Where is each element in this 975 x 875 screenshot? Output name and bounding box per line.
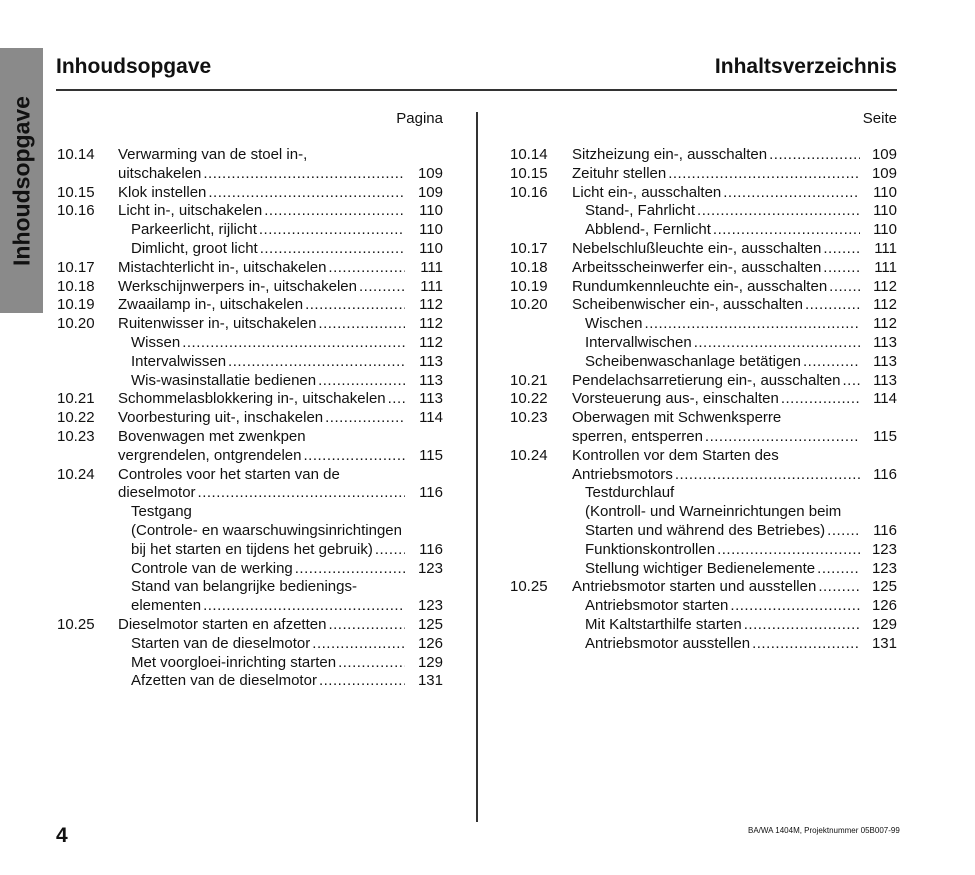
page-ref: 115 — [419, 446, 443, 464]
entry-title: Starten van de dieselmotor — [131, 634, 311, 652]
toc-entry[interactable] — [510, 240, 897, 259]
page-ref: 115 — [873, 427, 897, 445]
entry-title: Intervallwischen — [585, 333, 692, 351]
page-ref: 114 — [419, 409, 443, 427]
section-number: 10.24 — [57, 465, 95, 483]
page-ref: 113 — [873, 352, 897, 370]
toc-entry[interactable] — [57, 428, 443, 447]
entry-title: Parkeerlicht, rijlicht — [131, 221, 257, 239]
page-number: 4 — [56, 824, 68, 847]
toc-entry[interactable] — [510, 466, 897, 485]
page-ref: 113 — [873, 371, 897, 389]
page-ref: 110 — [873, 202, 897, 220]
dot-leader — [668, 165, 860, 184]
toc-entry[interactable] — [510, 597, 897, 616]
page-ref: 116 — [419, 484, 443, 502]
page-ref: 112 — [419, 315, 443, 333]
page-ref: 116 — [419, 540, 443, 558]
section-number: 10.17 — [57, 258, 95, 276]
toc-entry[interactable] — [510, 409, 897, 428]
page-ref: 123 — [417, 597, 443, 615]
dot-leader — [305, 296, 405, 315]
entry-title: Arbeitsscheinwerfer ein-, ausschalten — [572, 258, 822, 276]
toc-entry[interactable] — [57, 184, 443, 203]
dot-leader — [303, 447, 405, 466]
toc-entry[interactable] — [57, 353, 443, 372]
toc-entry[interactable] — [57, 409, 443, 428]
dot-leader — [328, 259, 405, 278]
section-tab — [0, 48, 43, 313]
entry-title: Pendelachsarretierung ein-, ausschalten — [572, 371, 841, 389]
entry-title: Abblend-, Fernlicht — [585, 221, 711, 239]
entry-title: Antriebsmotor ausstellen — [585, 634, 751, 652]
dot-leader — [295, 560, 405, 579]
page-ref: 110 — [873, 221, 897, 239]
entry-title: Wis-wasinstallatie bedienen — [131, 371, 317, 389]
toc-entry[interactable] — [510, 146, 897, 165]
toc-entry[interactable] — [57, 165, 443, 184]
toc-entry[interactable] — [510, 296, 897, 315]
toc-entry[interactable] — [57, 597, 443, 616]
toc-entry[interactable] — [57, 484, 443, 503]
page-ref: 112 — [873, 315, 897, 333]
toc-entry[interactable] — [510, 259, 897, 278]
toc-entry[interactable] — [57, 503, 443, 522]
toc-entry[interactable] — [510, 372, 897, 391]
toc-entry[interactable] — [57, 654, 443, 673]
toc-entry[interactable] — [510, 202, 897, 221]
entry-title: Ruitenwisser in-, uitschakelen — [118, 315, 317, 333]
page-ref: 123 — [417, 559, 443, 577]
dot-leader — [705, 428, 860, 447]
toc-entry[interactable] — [57, 560, 443, 579]
entry-title: Nebelschlußleuchte ein-, ausschalten — [572, 239, 822, 257]
entry-title: Mistachterlicht in-, uitschakelen — [118, 258, 327, 276]
page-ref: 112 — [873, 277, 897, 295]
entry-title: Controles voor het starten van de — [118, 465, 340, 483]
section-number: 10.23 — [57, 427, 95, 445]
toc-entry[interactable] — [510, 334, 897, 353]
entry-title: Voorbesturing uit-, inschakelen — [118, 409, 324, 427]
toc-entry[interactable] — [510, 484, 897, 503]
toc-entry[interactable] — [510, 541, 897, 560]
footer-reference: BA/WA 1404M, Projektnummer 05B007-99 — [748, 826, 900, 835]
entry-title: Met voorgloei-inrichting starten — [131, 653, 337, 671]
entry-title: Licht ein-, ausschalten — [572, 183, 722, 201]
toc-entry[interactable] — [510, 278, 897, 297]
dot-leader — [781, 390, 860, 409]
dot-leader — [717, 541, 860, 560]
entry-title: (Kontroll- und Warneinrichtungen beim — [585, 503, 842, 521]
toc-entry[interactable] — [510, 503, 897, 522]
entry-title: Zeituhr stellen — [572, 164, 667, 182]
section-number: 10.25 — [57, 615, 95, 633]
entry-title: vergrendelen, ontgrendelen — [118, 446, 302, 464]
toc-entry[interactable] — [57, 146, 443, 165]
dot-leader — [752, 635, 860, 654]
page-ref: 114 — [873, 390, 897, 408]
entry-title: sperren, entsperren — [572, 427, 703, 445]
section-number: 10.22 — [510, 390, 548, 408]
section-tab-label: Inhoudsopgave — [8, 95, 34, 266]
entry-title: Licht in-, uitschakelen — [118, 202, 263, 220]
toc-entry[interactable] — [57, 578, 443, 597]
dot-leader — [312, 635, 405, 654]
entry-title: Wissen — [131, 333, 181, 351]
page-ref: 131 — [871, 634, 897, 652]
entry-title: Controle van de werking — [131, 559, 293, 577]
page-ref: 129 — [871, 615, 897, 633]
section-number: 10.23 — [510, 409, 548, 427]
entry-title: Stand van belangrijke bedienings- — [131, 578, 357, 596]
entry-title: Oberwagen mit Schwenksperre — [572, 409, 782, 427]
dot-leader — [823, 240, 860, 259]
toc-entry[interactable] — [510, 315, 897, 334]
entry-title: (Controle- en waarschuwingsinrichtingen — [131, 521, 402, 539]
entry-title: Funktionskontrollen — [585, 540, 716, 558]
entry-title: Scheibenwaschanlage betätigen — [585, 352, 801, 370]
page-ref: 112 — [419, 333, 443, 351]
entry-title: Rundumkennleuchte ein-, ausschalten — [572, 277, 828, 295]
dot-leader — [744, 616, 860, 635]
page-ref: 109 — [417, 164, 443, 182]
entry-title: Antriebsmotor starten und ausstellen — [572, 578, 817, 596]
dot-leader — [203, 597, 405, 616]
section-number: 10.14 — [57, 146, 95, 163]
section-number: 10.24 — [510, 446, 548, 464]
entry-title: Intervalwissen — [131, 352, 227, 370]
toc-entry[interactable] — [57, 635, 443, 654]
toc-entry[interactable] — [510, 560, 897, 579]
entry-title: Mit Kaltstarthilfe starten — [585, 615, 742, 633]
toc-entry[interactable] — [510, 428, 897, 447]
page-ref: 109 — [871, 146, 897, 163]
page-ref: 129 — [417, 653, 443, 671]
section-number: 10.17 — [510, 239, 548, 257]
section-number: 10.19 — [57, 296, 95, 314]
page-ref: 112 — [419, 296, 443, 314]
dot-leader — [694, 334, 860, 353]
toc-german — [510, 146, 897, 654]
dot-leader — [803, 353, 860, 372]
page-ref: 113 — [419, 352, 443, 370]
toc-entry[interactable] — [510, 353, 897, 372]
page-ref: 110 — [419, 202, 443, 220]
toc-entry[interactable] — [57, 202, 443, 221]
section-number: 10.22 — [57, 409, 95, 427]
page-ref: 113 — [419, 371, 443, 389]
dot-leader — [182, 334, 405, 353]
entry-title: Klok instellen — [118, 183, 207, 201]
entry-title: Stand-, Fahrlicht — [585, 202, 696, 220]
dot-leader — [823, 259, 860, 278]
toc-entry[interactable] — [57, 522, 443, 541]
page-column-label-german: Seite — [862, 110, 897, 127]
page-ref: 111 — [420, 258, 443, 276]
entry-title: Bovenwagen met zwenkpen — [118, 427, 306, 445]
section-number: 10.21 — [510, 371, 548, 389]
toc-entry[interactable] — [57, 447, 443, 466]
dot-leader — [713, 221, 860, 240]
section-number: 10.16 — [57, 202, 95, 220]
section-number: 10.21 — [57, 390, 95, 408]
entry-title: Vorsteuerung aus-, einschalten — [572, 390, 779, 408]
entry-title: Starten und während des Betriebes) — [585, 521, 826, 539]
section-number: 10.25 — [510, 578, 548, 596]
toc-entry[interactable] — [57, 466, 443, 485]
entry-title: Dimlicht, groot licht — [131, 239, 258, 257]
dot-leader — [264, 202, 405, 221]
dot-leader — [375, 541, 405, 560]
section-number: 10.15 — [57, 183, 95, 201]
page-ref: 131 — [417, 672, 443, 690]
section-number: 10.20 — [57, 315, 95, 333]
toc-entry[interactable] — [57, 259, 443, 278]
entry-title: Zwaailamp in-, uitschakelen — [118, 296, 304, 314]
entry-title: Testgang — [131, 503, 192, 521]
dot-leader — [697, 202, 860, 221]
toc-entry[interactable] — [57, 240, 443, 259]
dot-leader — [208, 184, 405, 203]
dot-leader — [645, 315, 860, 334]
toc-entry[interactable] — [57, 334, 443, 353]
toc-dutch — [57, 146, 443, 691]
dot-leader — [198, 484, 405, 503]
toc-entry[interactable] — [510, 616, 897, 635]
entry-title: Antriebsmotor starten — [585, 597, 729, 615]
page-ref: 113 — [419, 390, 443, 408]
dot-leader — [827, 522, 860, 541]
title-dutch: Inhoudsopgave — [56, 55, 212, 78]
dot-leader — [388, 390, 405, 409]
section-number: 10.16 — [510, 183, 548, 201]
dot-leader — [359, 278, 405, 297]
dot-leader — [203, 165, 405, 184]
toc-entry[interactable] — [510, 184, 897, 203]
dot-leader — [259, 221, 405, 240]
dot-leader — [318, 372, 405, 391]
page-ref: 111 — [874, 258, 897, 276]
entry-title: Kontrollen vor dem Starten des — [572, 446, 779, 464]
dot-leader — [675, 466, 860, 485]
toc-entry[interactable] — [57, 616, 443, 635]
entry-title: dieselmotor — [118, 484, 196, 502]
section-number: 10.15 — [510, 164, 548, 182]
page-ref: 112 — [873, 296, 897, 314]
dot-leader — [730, 597, 860, 616]
dot-leader — [260, 240, 405, 259]
page-ref: 110 — [873, 183, 897, 201]
section-number: 10.14 — [510, 146, 548, 163]
toc-entry[interactable] — [510, 447, 897, 466]
dot-leader — [228, 353, 405, 372]
title-german: Inhaltsverzeichnis — [714, 55, 897, 78]
toc-entry[interactable] — [510, 635, 897, 654]
toc-entry[interactable] — [57, 221, 443, 240]
page-ref: 116 — [873, 521, 897, 539]
dot-leader — [328, 616, 405, 635]
toc-entry[interactable] — [57, 296, 443, 315]
page-ref: 111 — [420, 277, 443, 295]
dot-leader — [769, 146, 860, 165]
entry-title: Werkschijnwerpers in-, uitschakelen — [118, 277, 357, 295]
entry-title: Sitzheizung ein-, ausschalten — [572, 146, 768, 163]
entry-title: Wischen — [585, 315, 643, 333]
page-ref: 125 — [871, 578, 897, 596]
section-number: 10.20 — [510, 296, 548, 314]
page-ref: 116 — [873, 465, 897, 483]
page-ref: 126 — [871, 597, 897, 615]
entry-title: Testdurchlauf — [585, 484, 675, 502]
entry-title: Scheibenwischer ein-, ausschalten — [572, 296, 803, 314]
dot-leader — [319, 672, 405, 691]
toc-entry[interactable] — [57, 278, 443, 297]
toc-entry[interactable] — [57, 390, 443, 409]
entry-title: elementen — [131, 597, 202, 615]
toc-entry[interactable] — [510, 578, 897, 597]
toc-entry[interactable] — [57, 541, 443, 560]
toc-entry[interactable] — [510, 390, 897, 409]
entry-title: Verwarming van de stoel in-, — [118, 146, 308, 163]
dot-leader — [817, 560, 860, 579]
dot-leader — [805, 296, 860, 315]
entry-title: Stellung wichtiger Bedienelemente — [585, 559, 816, 577]
dot-leader — [325, 409, 405, 428]
dot-leader — [723, 184, 860, 203]
entry-title: Dieselmotor starten en afzetten — [118, 615, 327, 633]
toc-entry[interactable] — [57, 672, 443, 691]
toc-entry[interactable] — [510, 165, 897, 184]
dot-leader — [318, 315, 405, 334]
entry-title: Schommelasblokkering in-, uitschakelen — [118, 390, 386, 408]
toc-entry[interactable] — [57, 372, 443, 391]
page-ref: 109 — [417, 183, 443, 201]
dot-leader — [829, 278, 860, 297]
page-ref: 109 — [871, 164, 897, 182]
entry-title: Afzetten van de dieselmotor — [131, 672, 317, 690]
section-number: 10.19 — [510, 277, 548, 295]
dot-leader — [338, 654, 405, 673]
page-ref: 123 — [871, 540, 897, 558]
page-ref: 125 — [417, 615, 443, 633]
toc-entry[interactable] — [57, 315, 443, 334]
entry-title: Antriebsmotors — [572, 465, 673, 483]
entry-title: uitschakelen — [118, 164, 202, 182]
entry-title: bij het starten en tijdens het gebruik) — [131, 540, 373, 558]
page-ref: 126 — [417, 634, 443, 652]
column-divider — [476, 112, 478, 822]
dot-leader — [818, 578, 860, 597]
header-rule — [56, 89, 897, 91]
page-ref: 111 — [874, 239, 897, 257]
dot-leader — [843, 372, 861, 391]
page-ref: 123 — [871, 559, 897, 577]
page-ref: 110 — [419, 239, 443, 257]
toc-entry[interactable] — [510, 221, 897, 240]
toc-entry[interactable] — [510, 522, 897, 541]
section-number: 10.18 — [57, 277, 95, 295]
page-ref: 110 — [419, 221, 443, 239]
page-ref: 113 — [873, 333, 897, 351]
section-number: 10.18 — [510, 258, 548, 276]
page-column-label-dutch: Pagina — [396, 110, 443, 127]
